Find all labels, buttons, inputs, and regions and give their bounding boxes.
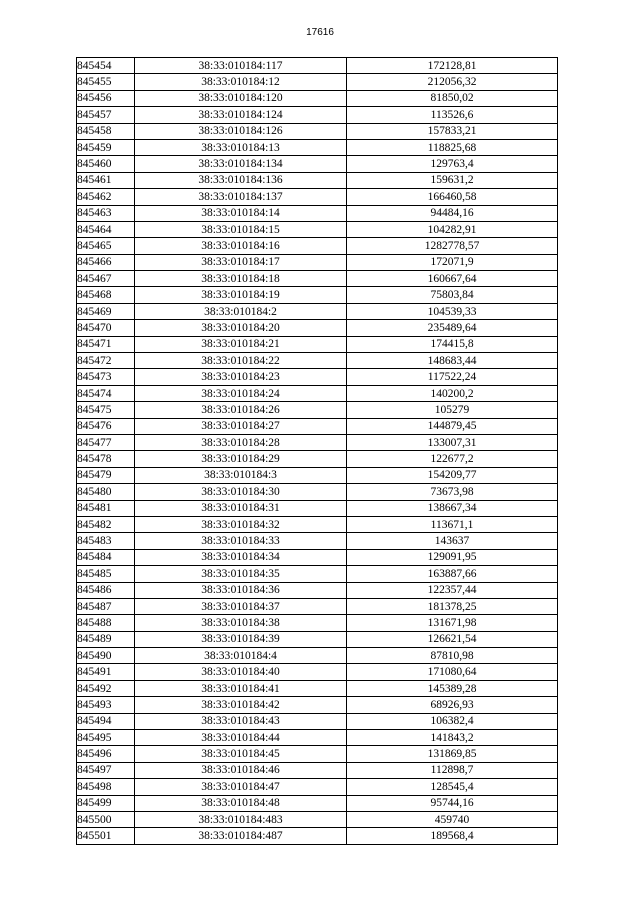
value-cell: 104282,91: [347, 221, 558, 237]
value-cell: 73673,98: [347, 484, 558, 500]
row-id-cell: 845461: [77, 172, 135, 188]
table-row: [77, 451, 558, 467]
value-cell: 129091,95: [347, 549, 558, 565]
value-cell: 113671,1: [347, 516, 558, 532]
row-id-cell: 845500: [77, 811, 135, 827]
cadastral-number-cell: 38:33:010184:126: [135, 123, 347, 139]
cadastral-number-cell: 38:33:010184:2: [135, 303, 347, 319]
cadastral-number-cell: 38:33:010184:12: [135, 74, 347, 90]
row-id-cell: 845468: [77, 287, 135, 303]
row-id-cell: 845498: [77, 779, 135, 795]
row-id-cell: 845489: [77, 631, 135, 647]
table-row: [77, 828, 558, 844]
row-id-cell: 845477: [77, 434, 135, 450]
value-cell: 118825,68: [347, 139, 558, 155]
value-cell: 128545,4: [347, 779, 558, 795]
table-row: [77, 713, 558, 729]
value-cell: 174415,8: [347, 336, 558, 352]
cadastral-number-cell: 38:33:010184:47: [135, 779, 347, 795]
value-cell: 181378,25: [347, 598, 558, 614]
table-row: [77, 533, 558, 549]
value-cell: 157833,21: [347, 123, 558, 139]
row-id-cell: 845482: [77, 516, 135, 532]
cadastral-number-cell: 38:33:010184:15: [135, 221, 347, 237]
cadastral-number-cell: 38:33:010184:136: [135, 172, 347, 188]
cadastral-number-cell: 38:33:010184:46: [135, 762, 347, 778]
cadastral-number-cell: 38:33:010184:37: [135, 598, 347, 614]
cadastral-number-cell: 38:33:010184:35: [135, 566, 347, 582]
row-id-cell: 845475: [77, 402, 135, 418]
page-number: 17616: [306, 27, 334, 38]
cadastral-number-cell: 38:33:010184:18: [135, 271, 347, 287]
table-row: [77, 418, 558, 434]
value-cell: 122357,44: [347, 582, 558, 598]
row-id-cell: 845484: [77, 549, 135, 565]
table-row: [77, 697, 558, 713]
row-id-cell: 845456: [77, 90, 135, 106]
cadastral-number-cell: 38:33:010184:41: [135, 680, 347, 696]
value-cell: 166460,58: [347, 189, 558, 205]
value-cell: 81850,02: [347, 90, 558, 106]
table-row: [77, 811, 558, 827]
row-id-cell: 845479: [77, 467, 135, 483]
table-row: [77, 730, 558, 746]
row-id-cell: 845488: [77, 615, 135, 631]
row-id-cell: 845501: [77, 828, 135, 844]
value-cell: 112898,7: [347, 762, 558, 778]
row-id-cell: 845454: [77, 58, 135, 74]
cadastral-number-cell: 38:33:010184:44: [135, 730, 347, 746]
value-cell: 459740: [347, 811, 558, 827]
cadastral-number-cell: 38:33:010184:26: [135, 402, 347, 418]
table-row: [77, 303, 558, 319]
row-id-cell: 845469: [77, 303, 135, 319]
cadastral-number-cell: 38:33:010184:24: [135, 385, 347, 401]
table-row: [77, 320, 558, 336]
cadastral-number-cell: 38:33:010184:21: [135, 336, 347, 352]
value-cell: 126621,54: [347, 631, 558, 647]
value-cell: 144879,45: [347, 418, 558, 434]
cadastral-number-cell: 38:33:010184:42: [135, 697, 347, 713]
value-cell: 138667,34: [347, 500, 558, 516]
row-id-cell: 845462: [77, 189, 135, 205]
table-row: [77, 516, 558, 532]
cadastral-number-cell: 38:33:010184:3: [135, 467, 347, 483]
cadastral-number-cell: 38:33:010184:19: [135, 287, 347, 303]
row-id-cell: 845467: [77, 271, 135, 287]
value-cell: 154209,77: [347, 467, 558, 483]
cadastral-number-cell: 38:33:010184:28: [135, 434, 347, 450]
row-id-cell: 845473: [77, 369, 135, 385]
value-cell: 106382,4: [347, 713, 558, 729]
table-row: [77, 434, 558, 450]
table-row: [77, 336, 558, 352]
row-id-cell: 845463: [77, 205, 135, 221]
cadastral-number-cell: 38:33:010184:17: [135, 254, 347, 270]
table-row: [77, 648, 558, 664]
value-cell: 189568,4: [347, 828, 558, 844]
cadastral-number-cell: 38:33:010184:43: [135, 713, 347, 729]
cadastral-number-cell: 38:33:010184:39: [135, 631, 347, 647]
value-cell: 159631,2: [347, 172, 558, 188]
cadastral-number-cell: 38:33:010184:48: [135, 795, 347, 811]
cadastral-number-cell: 38:33:010184:33: [135, 533, 347, 549]
value-cell: 163887,66: [347, 566, 558, 582]
table-row: [77, 107, 558, 123]
cadastral-number-cell: 38:33:010184:36: [135, 582, 347, 598]
table-row: [77, 287, 558, 303]
row-id-cell: 845478: [77, 451, 135, 467]
value-cell: 131869,85: [347, 746, 558, 762]
table-row: [77, 139, 558, 155]
table-row: [77, 467, 558, 483]
cadastral-number-cell: 38:33:010184:23: [135, 369, 347, 385]
row-id-cell: 845493: [77, 697, 135, 713]
cadastral-number-cell: 38:33:010184:45: [135, 746, 347, 762]
value-cell: 143637: [347, 533, 558, 549]
row-id-cell: 845496: [77, 746, 135, 762]
value-cell: 131671,98: [347, 615, 558, 631]
value-cell: 87810,98: [347, 648, 558, 664]
value-cell: 133007,31: [347, 434, 558, 450]
value-cell: 68926,93: [347, 697, 558, 713]
value-cell: 160667,64: [347, 271, 558, 287]
row-id-cell: 845460: [77, 156, 135, 172]
value-cell: 172071,9: [347, 254, 558, 270]
value-cell: 141843,2: [347, 730, 558, 746]
table-row: [77, 385, 558, 401]
table-row: [77, 172, 558, 188]
row-id-cell: 845497: [77, 762, 135, 778]
value-cell: 95744,16: [347, 795, 558, 811]
table-row: [77, 90, 558, 106]
table-row: [77, 566, 558, 582]
cadastral-number-cell: 38:33:010184:38: [135, 615, 347, 631]
value-cell: 104539,33: [347, 303, 558, 319]
row-id-cell: 845471: [77, 336, 135, 352]
table-row: [77, 238, 558, 254]
table-row: [77, 156, 558, 172]
cadastral-number-cell: 38:33:010184:30: [135, 484, 347, 500]
cadastral-number-cell: 38:33:010184:34: [135, 549, 347, 565]
table-row: [77, 746, 558, 762]
row-id-cell: 845466: [77, 254, 135, 270]
row-id-cell: 845487: [77, 598, 135, 614]
table-row: [77, 271, 558, 287]
value-cell: 94484,16: [347, 205, 558, 221]
cadastral-number-cell: 38:33:010184:29: [135, 451, 347, 467]
row-id-cell: 845457: [77, 107, 135, 123]
value-cell: 212056,32: [347, 74, 558, 90]
cadastral-number-cell: 38:33:010184:120: [135, 90, 347, 106]
table-row: [77, 205, 558, 221]
value-cell: 148683,44: [347, 353, 558, 369]
table-row: [77, 598, 558, 614]
table-row: [77, 369, 558, 385]
cadastral-number-cell: 38:33:010184:31: [135, 500, 347, 516]
data-table: [76, 57, 558, 845]
table-row: [77, 402, 558, 418]
row-id-cell: 845458: [77, 123, 135, 139]
table-row: [77, 353, 558, 369]
table-body: [77, 58, 558, 845]
row-id-cell: 845472: [77, 353, 135, 369]
value-cell: 113526,6: [347, 107, 558, 123]
row-id-cell: 845470: [77, 320, 135, 336]
cadastral-number-cell: 38:33:010184:483: [135, 811, 347, 827]
value-cell: 171080,64: [347, 664, 558, 680]
row-id-cell: 845480: [77, 484, 135, 500]
value-cell: 122677,2: [347, 451, 558, 467]
cadastral-number-cell: 38:33:010184:32: [135, 516, 347, 532]
table-row: [77, 582, 558, 598]
table-row: [77, 615, 558, 631]
table-row: [77, 123, 558, 139]
cadastral-number-cell: 38:33:010184:27: [135, 418, 347, 434]
row-id-cell: 845491: [77, 664, 135, 680]
value-cell: 235489,64: [347, 320, 558, 336]
value-cell: 172128,81: [347, 58, 558, 74]
table-row: [77, 680, 558, 696]
row-id-cell: 845465: [77, 238, 135, 254]
value-cell: 1282778,57: [347, 238, 558, 254]
value-cell: 129763,4: [347, 156, 558, 172]
row-id-cell: 845494: [77, 713, 135, 729]
row-id-cell: 845499: [77, 795, 135, 811]
row-id-cell: 845483: [77, 533, 135, 549]
cadastral-number-cell: 38:33:010184:134: [135, 156, 347, 172]
cadastral-number-cell: 38:33:010184:4: [135, 648, 347, 664]
cadastral-number-cell: 38:33:010184:487: [135, 828, 347, 844]
table-row: [77, 189, 558, 205]
table-row: [77, 779, 558, 795]
row-id-cell: 845490: [77, 648, 135, 664]
row-id-cell: 845486: [77, 582, 135, 598]
table-row: [77, 254, 558, 270]
cadastral-number-cell: 38:33:010184:16: [135, 238, 347, 254]
cadastral-number-cell: 38:33:010184:14: [135, 205, 347, 221]
cadastral-number-cell: 38:33:010184:13: [135, 139, 347, 155]
row-id-cell: 845474: [77, 385, 135, 401]
value-cell: 105279: [347, 402, 558, 418]
table-row: [77, 549, 558, 565]
table-row: [77, 484, 558, 500]
value-cell: 75803,84: [347, 287, 558, 303]
cadastral-number-cell: 38:33:010184:137: [135, 189, 347, 205]
value-cell: 140200,2: [347, 385, 558, 401]
row-id-cell: 845464: [77, 221, 135, 237]
row-id-cell: 845495: [77, 730, 135, 746]
value-cell: 145389,28: [347, 680, 558, 696]
row-id-cell: 845481: [77, 500, 135, 516]
table-row: [77, 795, 558, 811]
cadastral-number-cell: 38:33:010184:40: [135, 664, 347, 680]
cadastral-number-cell: 38:33:010184:22: [135, 353, 347, 369]
table-row: [77, 762, 558, 778]
table-row: [77, 74, 558, 90]
cadastral-number-cell: 38:33:010184:117: [135, 58, 347, 74]
cadastral-number-cell: 38:33:010184:124: [135, 107, 347, 123]
table-row: [77, 221, 558, 237]
table-row: [77, 664, 558, 680]
table-row: [77, 500, 558, 516]
table-row: [77, 58, 558, 74]
value-cell: 117522,24: [347, 369, 558, 385]
row-id-cell: 845455: [77, 74, 135, 90]
table-row: [77, 631, 558, 647]
row-id-cell: 845485: [77, 566, 135, 582]
cadastral-number-cell: 38:33:010184:20: [135, 320, 347, 336]
row-id-cell: 845476: [77, 418, 135, 434]
row-id-cell: 845459: [77, 139, 135, 155]
row-id-cell: 845492: [77, 680, 135, 696]
